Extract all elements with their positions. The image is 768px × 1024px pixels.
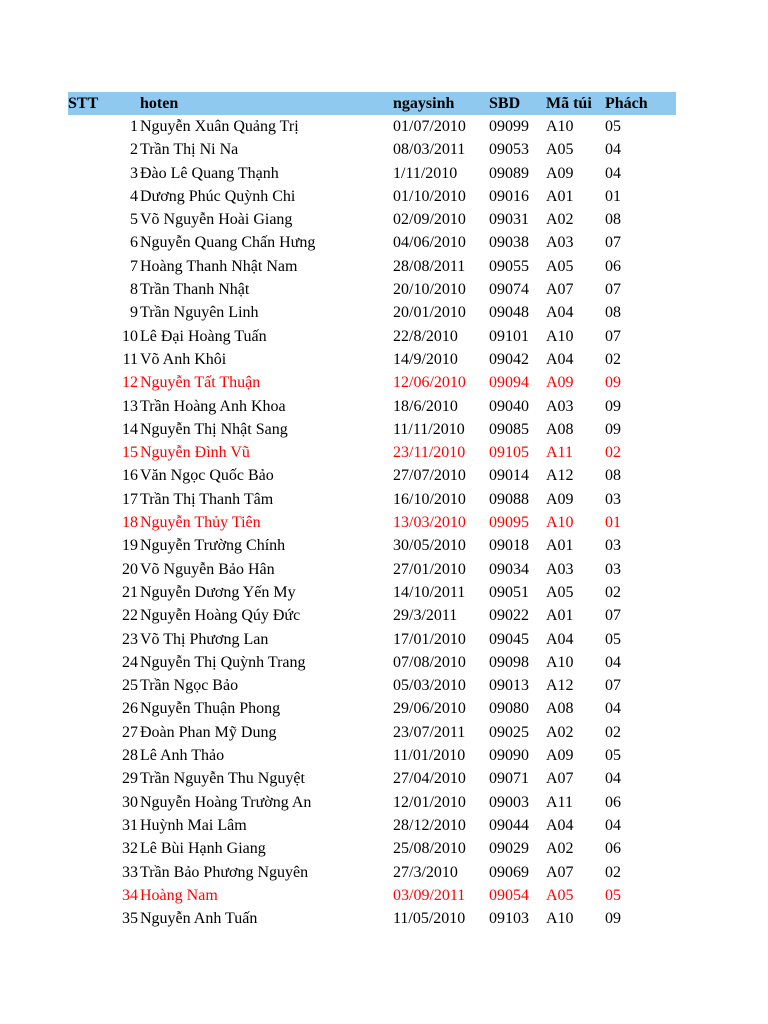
cell-sbd[interactable]: 09044 — [489, 816, 529, 834]
table-row — [68, 301, 676, 324]
cell-stt[interactable]: 13 — [122, 397, 138, 415]
cell-bag[interactable]: A09 — [546, 747, 574, 765]
cell-code[interactable]: 06 — [605, 257, 621, 275]
cell-bag[interactable]: A01 — [546, 607, 574, 625]
cell-bag[interactable]: A02 — [546, 211, 574, 229]
cell-name[interactable]: Trần Nguyên Linh — [140, 304, 259, 322]
cell-stt[interactable]: 27 — [122, 723, 138, 741]
cell-dob[interactable]: 27/07/2010 — [393, 467, 466, 485]
cell-code[interactable]: 03 — [605, 560, 621, 578]
table-row — [68, 861, 676, 884]
table-row — [68, 162, 676, 185]
cell-stt[interactable]: 10 — [122, 327, 138, 345]
cell-dob[interactable]: 27/01/2010 — [393, 560, 466, 578]
table-row — [68, 348, 676, 371]
cell-stt[interactable]: 20 — [122, 560, 138, 578]
cell-dob[interactable]: 22/8/2010 — [393, 327, 458, 345]
cell-bag[interactable]: A12 — [546, 677, 574, 695]
cell-dob[interactable]: 02/09/2010 — [393, 211, 466, 229]
header-dob[interactable]: ngaysinh — [393, 95, 455, 112]
cell-stt[interactable]: 1 — [130, 118, 138, 135]
cell-stt[interactable]: 26 — [122, 700, 138, 718]
table-row — [68, 837, 676, 860]
header-code[interactable]: Phách — [605, 95, 648, 112]
cell-bag[interactable]: A09 — [546, 490, 574, 508]
cell-code[interactable]: 07 — [605, 677, 621, 695]
table-row — [68, 651, 676, 674]
cell-bag[interactable]: A05 — [546, 583, 574, 601]
cell-dob[interactable]: 17/01/2010 — [393, 630, 466, 648]
cell-bag[interactable]: A04 — [546, 350, 574, 368]
cell-bag[interactable]: A03 — [546, 234, 574, 252]
cell-code[interactable]: 09 — [605, 397, 621, 415]
table-row — [68, 325, 676, 348]
cell-code[interactable]: 08 — [605, 304, 621, 322]
table-row — [68, 884, 676, 907]
table-row — [68, 674, 676, 697]
cell-sbd[interactable]: 09038 — [489, 234, 529, 252]
cell-name[interactable]: Nguyễn Anh Tuấn — [140, 910, 258, 928]
cell-name[interactable]: Nguyễn Xuân Quảng Trị — [140, 118, 299, 135]
table-row — [68, 604, 676, 627]
cell-sbd[interactable]: 09014 — [489, 467, 529, 485]
cell-stt[interactable]: 9 — [130, 304, 138, 322]
cell-stt[interactable]: 35 — [122, 910, 138, 928]
cell-code[interactable]: 05 — [605, 747, 621, 765]
cell-sbd[interactable]: 09054 — [489, 886, 529, 904]
cell-name[interactable]: Nguyễn Hoàng Trường An — [140, 793, 312, 811]
cell-bag[interactable]: A10 — [546, 653, 574, 671]
cell-dob[interactable]: 27/3/2010 — [393, 863, 458, 881]
table-row — [68, 208, 676, 231]
cell-code[interactable]: 03 — [605, 490, 621, 508]
cell-bag[interactable]: A11 — [546, 793, 573, 811]
cell-code[interactable]: 04 — [605, 700, 621, 718]
table-row — [68, 115, 676, 138]
cell-name[interactable]: Trần Hoàng Anh Khoa — [140, 397, 286, 415]
table-row — [68, 581, 676, 604]
cell-bag[interactable]: A11 — [546, 444, 573, 462]
cell-bag[interactable]: A07 — [546, 863, 574, 881]
cell-sbd[interactable]: 09003 — [489, 793, 529, 811]
cell-dob[interactable]: 23/07/2011 — [393, 723, 466, 741]
cell-sbd[interactable]: 09071 — [489, 770, 529, 788]
cell-code[interactable]: 09 — [605, 420, 621, 438]
cell-sbd[interactable]: 09101 — [489, 327, 529, 345]
cell-code[interactable]: 07 — [605, 607, 621, 625]
cell-sbd[interactable]: 09022 — [489, 607, 529, 625]
cell-dob[interactable]: 13/03/2010 — [393, 514, 466, 532]
header-stt[interactable]: STT — [68, 95, 99, 112]
cell-stt[interactable]: 22 — [122, 607, 138, 625]
cell-name[interactable]: Hoàng Thanh Nhật Nam — [140, 257, 298, 275]
cell-dob[interactable]: 30/05/2010 — [393, 537, 466, 555]
cell-dob[interactable]: 23/11/2010 — [393, 444, 466, 462]
cell-sbd[interactable]: 09018 — [489, 537, 529, 555]
cell-bag[interactable]: A02 — [546, 840, 574, 858]
cell-bag[interactable]: A01 — [546, 537, 574, 555]
header-name[interactable]: hoten — [140, 95, 179, 112]
cell-stt[interactable]: 18 — [122, 514, 138, 532]
cell-stt[interactable]: 34 — [122, 886, 138, 904]
table-row — [68, 628, 676, 651]
cell-dob[interactable]: 12/01/2010 — [393, 793, 466, 811]
table-row — [68, 488, 676, 511]
cell-name[interactable]: Nguyễn Thị Nhật Sang — [140, 420, 288, 438]
cell-dob[interactable]: 11/01/2010 — [393, 747, 466, 765]
cell-name[interactable]: Lê Anh Thảo — [140, 747, 225, 765]
cell-dob[interactable]: 18/6/2010 — [393, 397, 458, 415]
cell-code[interactable]: 04 — [605, 770, 621, 788]
cell-sbd[interactable]: 09088 — [489, 490, 529, 508]
cell-sbd[interactable]: 09105 — [489, 444, 529, 462]
table-row — [68, 791, 676, 814]
cell-dob[interactable]: 16/10/2010 — [393, 490, 466, 508]
cell-code[interactable]: 04 — [605, 653, 621, 671]
cell-bag[interactable]: A10 — [546, 327, 574, 345]
table-body — [68, 115, 676, 930]
cell-dob[interactable]: 04/06/2010 — [393, 234, 466, 252]
cell-sbd[interactable]: 09053 — [489, 141, 529, 159]
table-row — [68, 464, 676, 487]
table-row — [68, 185, 676, 208]
header-sbd[interactable]: SBD — [489, 95, 521, 112]
table-row — [68, 441, 676, 464]
cell-bag[interactable]: A10 — [546, 514, 574, 532]
cell-name[interactable]: Trần Ngọc Bảo — [140, 677, 239, 695]
cell-code[interactable]: 02 — [605, 583, 621, 601]
cell-name[interactable]: Nguyễn Hoàng Qúy Đức — [140, 607, 301, 625]
cell-sbd[interactable]: 09042 — [489, 350, 529, 368]
cell-dob[interactable]: 14/10/2011 — [393, 583, 466, 601]
cell-name[interactable]: Võ Anh Khôi — [140, 350, 227, 368]
cell-bag[interactable]: A07 — [546, 770, 574, 788]
cell-bag[interactable]: A04 — [546, 304, 574, 322]
cell-code[interactable]: 04 — [605, 141, 621, 159]
cell-bag[interactable]: A05 — [546, 886, 574, 904]
cell-stt[interactable]: 16 — [122, 467, 138, 485]
cell-stt[interactable]: 28 — [122, 747, 138, 765]
cell-name[interactable]: Huỳnh Mai Lâm — [140, 816, 247, 834]
cell-name[interactable]: Trần Bảo Phương Nguyên — [140, 863, 309, 881]
cell-code[interactable]: 02 — [605, 350, 621, 368]
student-table — [68, 92, 676, 930]
cell-name[interactable]: Nguyễn Thuận Phong — [140, 700, 281, 718]
cell-name[interactable]: Nguyễn Đình Vũ — [140, 444, 250, 462]
cell-code[interactable]: 04 — [605, 164, 621, 182]
table-row — [68, 907, 676, 930]
cell-code[interactable]: 05 — [605, 886, 621, 904]
cell-bag[interactable]: A03 — [546, 560, 574, 578]
cell-dob[interactable]: 14/9/2010 — [393, 350, 458, 368]
cell-sbd[interactable]: 09099 — [489, 118, 529, 135]
cell-name[interactable]: Lê Đại Hoàng Tuấn — [140, 327, 267, 345]
cell-name[interactable]: Nguyễn Tất Thuận — [140, 374, 261, 392]
cell-dob[interactable]: 29/06/2010 — [393, 700, 466, 718]
cell-code[interactable]: 02 — [605, 444, 621, 462]
cell-stt[interactable]: 15 — [122, 444, 138, 462]
cell-sbd[interactable]: 09080 — [489, 700, 529, 718]
table-row — [68, 231, 676, 254]
cell-dob[interactable]: 12/06/2010 — [393, 374, 466, 392]
cell-dob[interactable]: 29/3/2011 — [393, 607, 458, 625]
cell-dob[interactable]: 05/03/2010 — [393, 677, 466, 695]
cell-stt[interactable]: 14 — [122, 420, 138, 438]
cell-stt[interactable]: 5 — [130, 211, 138, 229]
cell-name[interactable]: Trần Nguyễn Thu Nguyệt — [140, 770, 305, 788]
cell-stt[interactable]: 3 — [130, 164, 138, 182]
cell-code[interactable]: 05 — [605, 118, 621, 135]
cell-bag[interactable]: A10 — [546, 118, 574, 135]
cell-sbd[interactable]: 09103 — [489, 910, 529, 928]
table-row — [68, 278, 676, 301]
table-row — [68, 744, 676, 767]
cell-dob[interactable]: 11/11/2010 — [393, 420, 465, 438]
table-row — [68, 558, 676, 581]
cell-stt[interactable]: 33 — [122, 863, 138, 881]
cell-sbd[interactable]: 09048 — [489, 304, 529, 322]
table-row — [68, 697, 676, 720]
cell-code[interactable]: 09 — [605, 374, 621, 392]
cell-dob[interactable]: 03/09/2011 — [393, 886, 466, 904]
cell-stt[interactable]: 4 — [130, 187, 138, 205]
cell-bag[interactable]: A03 — [546, 397, 574, 415]
cell-sbd[interactable]: 09013 — [489, 677, 529, 695]
table-row — [68, 534, 676, 557]
cell-code[interactable]: 01 — [605, 187, 621, 205]
cell-code[interactable]: 08 — [605, 467, 621, 485]
cell-bag[interactable]: A01 — [546, 187, 574, 205]
cell-stt[interactable]: 2 — [130, 141, 138, 159]
cell-name[interactable]: Võ Nguyễn Hoài Giang — [140, 211, 293, 229]
cell-sbd[interactable]: 09031 — [489, 211, 529, 229]
cell-code[interactable]: 06 — [605, 793, 621, 811]
cell-code[interactable]: 03 — [605, 537, 621, 555]
cell-dob[interactable]: 27/04/2010 — [393, 770, 466, 788]
cell-name[interactable]: Nguyễn Quang Chấn Hưng — [140, 234, 316, 252]
cell-stt[interactable]: 23 — [122, 630, 138, 648]
cell-code[interactable]: 04 — [605, 816, 621, 834]
cell-code[interactable]: 05 — [605, 630, 621, 648]
cell-dob[interactable]: 11/05/2010 — [393, 910, 466, 928]
cell-sbd[interactable]: 09034 — [489, 560, 529, 578]
cell-sbd[interactable]: 09098 — [489, 653, 529, 671]
cell-sbd[interactable]: 09040 — [489, 397, 529, 415]
cell-name[interactable]: Đào Lê Quang Thạnh — [140, 164, 279, 182]
header-bag[interactable]: Mã túi — [546, 95, 592, 112]
cell-code[interactable]: 07 — [605, 234, 621, 252]
cell-bag[interactable]: A02 — [546, 723, 574, 741]
table-row — [68, 138, 676, 161]
cell-bag[interactable]: A12 — [546, 467, 574, 485]
cell-dob[interactable]: 20/01/2010 — [393, 304, 466, 322]
cell-name[interactable]: Nguyễn Thị Quỳnh Trang — [140, 653, 306, 671]
cell-name[interactable]: Trần Thị Ni Na — [140, 141, 239, 159]
cell-bag[interactable]: A09 — [546, 374, 574, 392]
cell-name[interactable]: Nguyễn Trường Chính — [140, 537, 286, 555]
cell-name[interactable]: Nguyễn Thủy Tiên — [140, 514, 261, 532]
table-row — [68, 395, 676, 418]
cell-bag[interactable]: A08 — [546, 700, 574, 718]
cell-code[interactable]: 07 — [605, 281, 621, 299]
cell-sbd[interactable]: 09069 — [489, 863, 529, 881]
cell-stt[interactable]: 17 — [122, 490, 138, 508]
cell-dob[interactable]: 01/07/2010 — [393, 118, 466, 135]
cell-code[interactable]: 09 — [605, 910, 621, 928]
table-row — [68, 767, 676, 790]
cell-code[interactable]: 01 — [605, 514, 621, 532]
cell-dob[interactable]: 20/10/2010 — [393, 281, 466, 299]
cell-bag[interactable]: A05 — [546, 257, 574, 275]
cell-sbd[interactable]: 09025 — [489, 723, 529, 741]
cell-code[interactable]: 02 — [605, 723, 621, 741]
cell-sbd[interactable]: 09089 — [489, 164, 529, 182]
cell-code[interactable]: 07 — [605, 327, 621, 345]
cell-dob[interactable]: 25/08/2010 — [393, 840, 466, 858]
cell-sbd[interactable]: 09085 — [489, 420, 529, 438]
cell-bag[interactable]: A04 — [546, 630, 574, 648]
cell-sbd[interactable]: 09090 — [489, 747, 529, 765]
cell-sbd[interactable]: 09016 — [489, 187, 529, 205]
cell-stt[interactable]: 12 — [122, 374, 138, 392]
cell-sbd[interactable]: 09095 — [489, 514, 529, 532]
cell-stt[interactable]: 21 — [122, 583, 138, 601]
cell-dob[interactable]: 08/03/2011 — [393, 141, 466, 159]
cell-bag[interactable]: A07 — [546, 281, 574, 299]
cell-code[interactable]: 06 — [605, 840, 621, 858]
cell-name[interactable]: Văn Ngọc Quốc Bảo — [140, 467, 274, 485]
cell-bag[interactable]: A04 — [546, 816, 574, 834]
cell-stt[interactable]: 30 — [122, 793, 138, 811]
cell-name[interactable]: Nguyễn Dương Yến My — [140, 583, 296, 601]
table-row — [68, 721, 676, 744]
cell-stt[interactable]: 29 — [122, 770, 138, 788]
cell-dob[interactable]: 28/12/2010 — [393, 816, 466, 834]
table-row — [68, 371, 676, 394]
cell-sbd[interactable]: 09029 — [489, 840, 529, 858]
cell-bag[interactable]: A09 — [546, 164, 574, 182]
cell-stt[interactable]: 7 — [130, 257, 138, 275]
cell-code[interactable]: 08 — [605, 211, 621, 229]
table-row — [68, 511, 676, 534]
cell-stt[interactable]: 32 — [122, 840, 138, 858]
cell-bag[interactable]: A10 — [546, 910, 574, 928]
cell-stt[interactable]: 25 — [122, 677, 138, 695]
cell-name[interactable]: Võ Thị Phương Lan — [140, 630, 269, 648]
cell-stt[interactable]: 11 — [122, 350, 138, 368]
table-row — [68, 418, 676, 441]
cell-sbd[interactable]: 09055 — [489, 257, 529, 275]
cell-name[interactable]: Dương Phúc Quỳnh Chi — [140, 187, 296, 205]
cell-bag[interactable]: A08 — [546, 420, 574, 438]
table-row — [68, 814, 676, 837]
cell-sbd[interactable]: 09051 — [489, 583, 529, 601]
cell-stt[interactable]: 24 — [122, 653, 138, 671]
cell-name[interactable]: Hoàng Nam — [140, 886, 218, 904]
cell-name[interactable]: Đoàn Phan Mỹ Dung — [140, 723, 277, 741]
cell-sbd[interactable]: 09094 — [489, 374, 529, 392]
cell-stt[interactable]: 19 — [122, 537, 138, 555]
cell-dob[interactable]: 1/11/2010 — [393, 164, 458, 182]
cell-code[interactable]: 02 — [605, 863, 621, 881]
cell-name[interactable]: Trần Thị Thanh Tâm — [140, 490, 274, 508]
cell-name[interactable]: Trần Thanh Nhật — [140, 281, 250, 299]
cell-name[interactable]: Võ Nguyễn Bảo Hân — [140, 560, 275, 578]
cell-sbd[interactable]: 09074 — [489, 281, 529, 299]
cell-name[interactable]: Lê Bùi Hạnh Giang — [140, 840, 266, 858]
cell-dob[interactable]: 28/08/2011 — [393, 257, 466, 275]
cell-dob[interactable]: 07/08/2010 — [393, 653, 466, 671]
table-header-row — [68, 92, 676, 115]
table-row — [68, 255, 676, 278]
cell-stt[interactable]: 6 — [130, 234, 138, 252]
cell-stt[interactable]: 8 — [130, 281, 138, 299]
cell-dob[interactable]: 01/10/2010 — [393, 187, 466, 205]
cell-bag[interactable]: A05 — [546, 141, 574, 159]
cell-stt[interactable]: 31 — [122, 816, 138, 834]
cell-sbd[interactable]: 09045 — [489, 630, 529, 648]
